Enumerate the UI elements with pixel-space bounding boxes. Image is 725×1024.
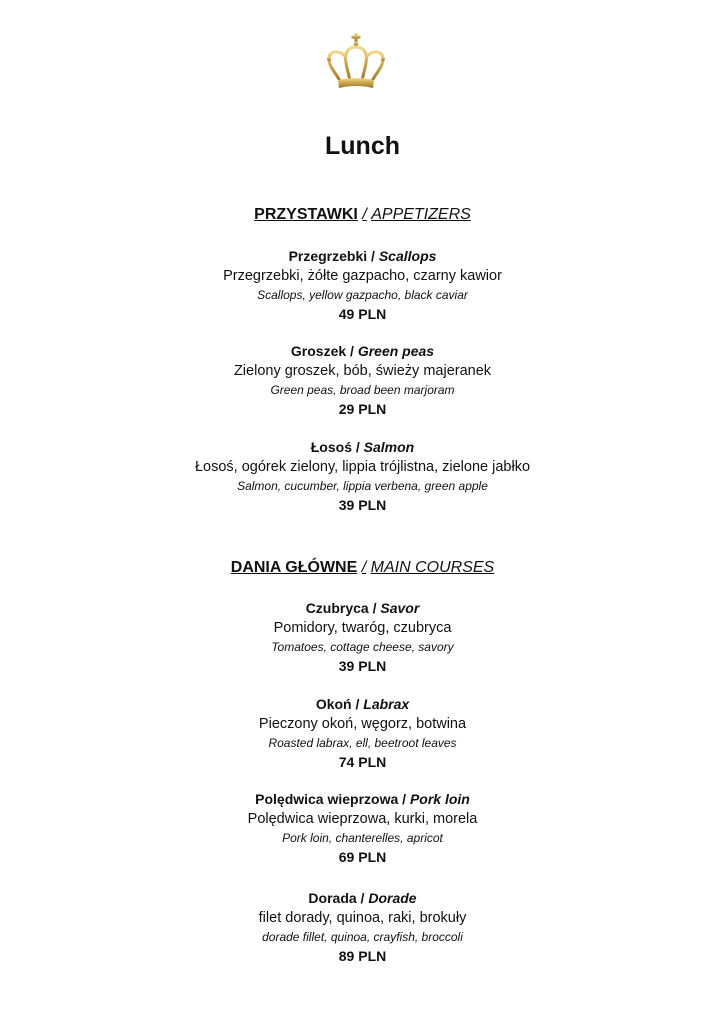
- item-name: [0, 342, 725, 361]
- item-name-en: Salmon: [363, 439, 415, 455]
- menu-item-green-peas: [0, 342, 725, 419]
- item-name-pl: Groszek /: [290, 343, 354, 359]
- section-heading-pl: DANIA GŁÓWNE: [230, 559, 358, 576]
- section-heading-appetizers: [0, 205, 725, 225]
- item-name-en: Savor: [380, 600, 420, 616]
- item-name-pl: Okoń /: [315, 696, 360, 712]
- menu-item-salmon: [0, 438, 725, 515]
- menu-item-labrax: [0, 695, 725, 772]
- item-price: 74 PLN: [338, 754, 387, 770]
- item-description-pl: Przegrzebki, żółte gazpacho, czarny kawior: [223, 268, 502, 284]
- item-description-en: Roasted labrax, ell, beetroot leaves: [268, 736, 457, 750]
- page-title: Lunch: [325, 132, 400, 160]
- section-heading-main-courses: [0, 558, 725, 578]
- item-name-pl: Polędwica wieprzowa /: [255, 791, 407, 807]
- item-description-en: Pork loin, chanterelles, apricot: [282, 831, 443, 845]
- menu-item-scallops: [0, 247, 725, 324]
- item-description-en: dorade fillet, quinoa, crayfish, broccoli: [262, 930, 463, 944]
- item-price: 39 PLN: [338, 497, 387, 513]
- item-description-pl: Łosoś, ogórek zielony, lippia trójlistna, zielone jabłko: [194, 459, 531, 475]
- item-name: [0, 599, 725, 618]
- section-heading-separator: /: [361, 559, 367, 576]
- section-heading-en: APPETIZERS: [371, 206, 471, 223]
- item-description-pl: Polędwica wieprzowa, kurki, morela: [247, 811, 478, 827]
- item-description-pl: Zielony groszek, bób, świeży majeranek: [233, 363, 492, 379]
- item-name-pl: Przegrzebki /: [288, 248, 375, 264]
- item-name: [0, 247, 725, 266]
- item-name-en: Green peas: [357, 343, 435, 359]
- crown-icon: [326, 33, 386, 91]
- item-price: 49 PLN: [338, 306, 387, 322]
- item-name-pl: Dorada /: [308, 890, 365, 906]
- item-description-en: Tomatoes, cottage cheese, savory: [271, 640, 454, 654]
- section-heading-separator: /: [362, 206, 367, 223]
- item-name-pl: Czubryca /: [305, 600, 377, 616]
- item-name-en: Dorade: [368, 890, 417, 906]
- item-description-pl: filet dorady, quinoa, raki, brokuły: [258, 910, 467, 926]
- item-name: [0, 790, 725, 809]
- menu-item-dorade: [0, 889, 725, 966]
- item-price: 69 PLN: [338, 849, 387, 865]
- item-price: 89 PLN: [338, 948, 387, 964]
- item-name-en: Pork loin: [409, 791, 470, 807]
- item-name-en: Labrax: [363, 696, 410, 712]
- item-name-en: Scallops: [378, 248, 437, 264]
- menu-item-pork-loin: [0, 790, 725, 867]
- menu-item-savor: [0, 599, 725, 676]
- item-name: [0, 695, 725, 714]
- item-description-pl: Pomidory, twaróg, czubryca: [273, 620, 452, 636]
- item-name: [0, 438, 725, 457]
- item-name: [0, 889, 725, 908]
- item-price: 29 PLN: [338, 401, 387, 417]
- item-description-en: Salmon, cucumber, lippia verbena, green apple: [237, 479, 488, 493]
- item-description-en: Green peas, broad been marjoram: [270, 383, 455, 397]
- item-price: 39 PLN: [338, 658, 387, 674]
- item-description-pl: Pieczony okoń, węgorz, botwina: [258, 716, 467, 732]
- section-heading-pl: PRZYSTAWKI: [254, 206, 358, 223]
- item-name-pl: Łosoś /: [310, 439, 360, 455]
- section-heading-en: MAIN COURSES: [370, 559, 495, 576]
- item-description-en: Scallops, yellow gazpacho, black caviar: [257, 288, 468, 302]
